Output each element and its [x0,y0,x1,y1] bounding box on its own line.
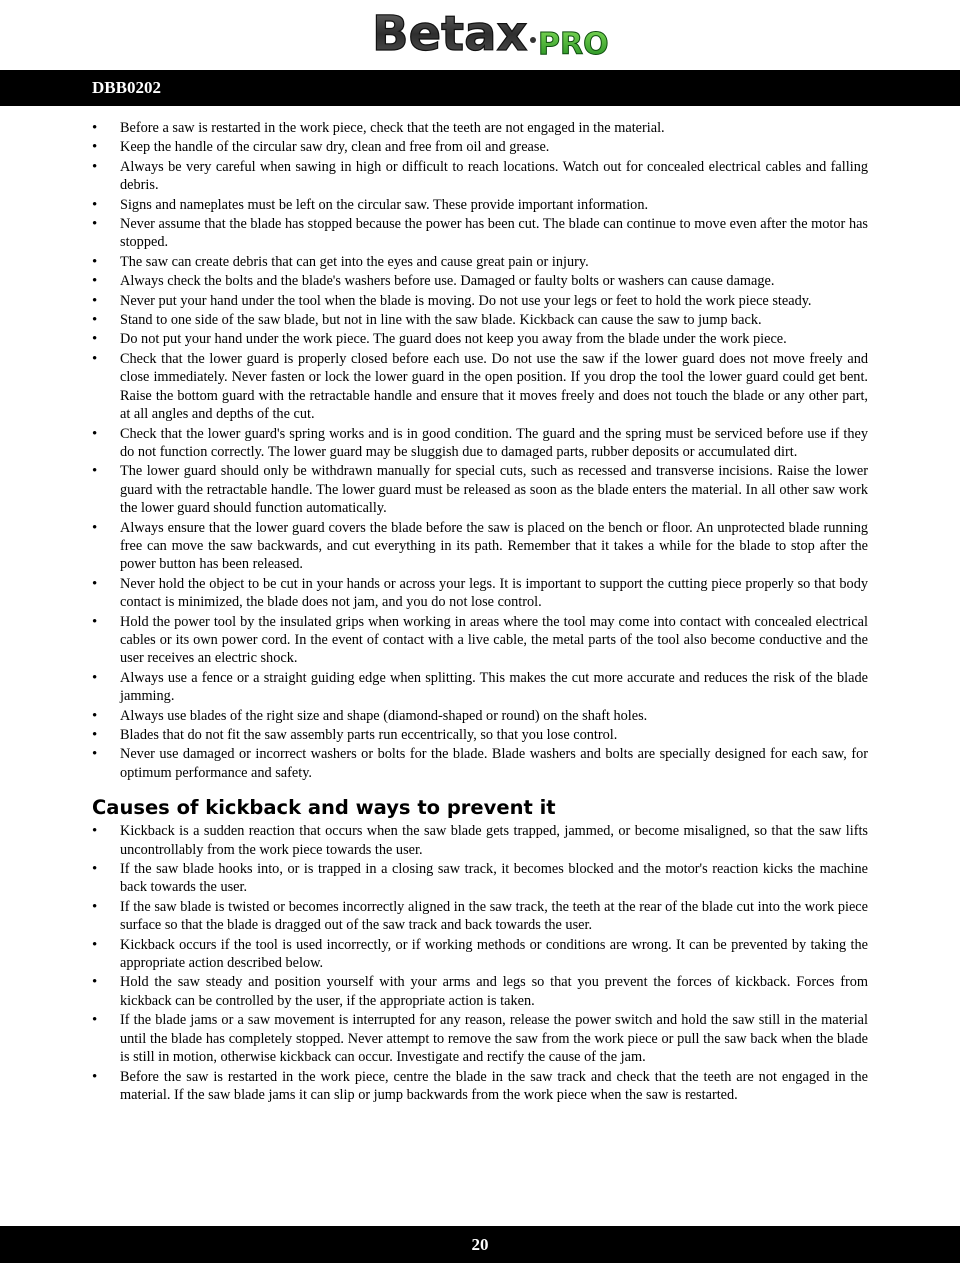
section-heading: Causes of kickback and ways to prevent it [92,796,556,820]
list-item: • Stand to one side of the saw blade, but not in line with the saw blade. Kickback can cause the saw to jump back. [92,311,868,329]
list-item: • Signs and nameplates must be left on the circular saw. These provide important information. [92,196,868,214]
list-item: • The lower guard should only be withdrawn manually for special cuts, such as recessed and transverse incisions. Raise the lower guard with the retractable handle. The lower guard must be released as soon as the blade enters the material. In all other saw work the lower guard should function automatically. [92,462,868,517]
list-item: • Never use damaged or incorrect washers or bolts for the blade. Blade washers and bolts are specially designed for each saw, for optimum performance and safety. [92,745,868,782]
list-item: • If the saw blade hooks into, or is trapped in a closing saw track, it becomes blocked and the motor's reaction kicks the machine back towards the user. [92,860,868,897]
header-bar [0,70,960,106]
list-item: • Never put your hand under the tool when the blade is moving. Do not use your legs or feet to hold the work piece steady. [92,292,868,310]
list-item: • If the blade jams or a saw movement is interrupted for any reason, release the power switch and hold the saw still in the material until the blade has completely stopped. Never attempt to remove the saw from the work piece or pull the saw back when the blade is still in motion, otherwise kickback can occur. Investigate and rectify the cause of the jam. [92,1011,868,1066]
list-item: • Always ensure that the lower guard covers the blade before the saw is placed on the bench or floor. An unprotected blade running free can move the saw backwards, and cut everything in its path. Remember that it takes a while for the blade to stop after the power button has been released. [92,519,868,574]
list-item: • Check that the lower guard's spring works and is in good condition. The guard and the spring must be serviced before use if they do not function correctly. The lower guard may be sluggish due to damaged parts, rubber deposits or accumulated dirt. [92,425,868,462]
logo-graphic [370,4,620,62]
list-item: • Always be very careful when sawing in high or difficult to reach locations. Watch out for concealed electrical cables and falling debris. [92,158,868,195]
footer-bar [0,1226,960,1263]
logo-word: Betax [372,6,528,62]
kickback-bullet-list [92,822,868,1104]
list-item: • Hold the saw steady and position yourself with your arms and legs so that you prevent the forces of kickback. Forces from kickback can be controlled by the user, if the appropriate action is taken. [92,973,868,1010]
list-item: • Never assume that the blade has stopped because the power has been cut. The blade can continue to move even after the motor has stopped. [92,215,868,252]
list-item: • Before a saw is restarted in the work piece, check that the teeth are not engaged in the material. [92,119,868,137]
safety-bullet-list [92,119,868,782]
document-code: DBB0202 [92,78,161,97]
list-item: • The saw can create debris that can get into the eyes and cause great pain or injury. [92,253,868,271]
list-item: • Kickback occurs if the tool is used incorrectly, or if working methods or conditions are wrong. It can be prevented by taking the appropriate action described below. [92,936,868,973]
logo-suffix: PRO [538,27,609,62]
list-item: • Before the saw is restarted in the work piece, centre the blade in the saw track and check that the teeth are not engaged in the material. If the saw blade jams it can slip or jump backwards from the work piece when the saw is restarted. [92,1068,868,1105]
list-item: • Always use blades of the right size and shape (diamond-shaped or round) on the shaft holes. [92,707,868,725]
list-item: • Do not put your hand under the work piece. The guard does not keep you away from the blade under the work piece. [92,330,868,348]
list-item: • Hold the power tool by the insulated grips when working in areas where the tool may come into contact with concealed electrical cables or its own power cord. In the event of contact with a live cable, the metal parts of the tool also become conductive and the user receives an electric shock. [92,613,868,668]
list-item: • Never hold the object to be cut in your hands or across your legs. It is important to support the cutting piece properly so that body contact is minimized, the blade does not jam, and you do not lose control. [92,575,868,612]
list-item: • Blades that do not fit the saw assembly parts run eccentrically, so that you lose control. [92,726,868,744]
list-item: • Keep the handle of the circular saw dry, clean and free from oil and grease. [92,138,868,156]
logo-dot [530,37,536,43]
list-item: • Kickback is a sudden reaction that occurs when the saw blade gets trapped, jammed, or become misaligned, so that the saw lifts uncontrollably from the work piece towards the user. [92,822,868,859]
page-content [92,119,868,1105]
list-item: • Always use a fence or a straight guiding edge when splitting. This makes the cut more accurate and reduces the risk of the blade jamming. [92,669,868,706]
list-item: • If the saw blade is twisted or becomes incorrectly aligned in the saw track, the teeth at the rear of the blade cut into the work piece surface so that the blade is dragged out of the saw track and back towards the user. [92,898,868,935]
page-number: 20 [471,1235,489,1254]
list-item: • Check that the lower guard is properly closed before each use. Do not use the saw if the lower guard does not move freely and close immediately. Never fasten or lock the lower guard in the open position. If you drop the tool the lower guard could get bent. Raise the bottom guard with the retractable handle and ensure that it moves freely and does not touch the blade or any other part, at all angles and depths of the cut. [92,350,868,424]
brand-logo [370,4,620,62]
list-item: • Always check the bolts and the blade's washers before use. Damaged or faulty bolts or washers can cause damage. [92,272,868,290]
